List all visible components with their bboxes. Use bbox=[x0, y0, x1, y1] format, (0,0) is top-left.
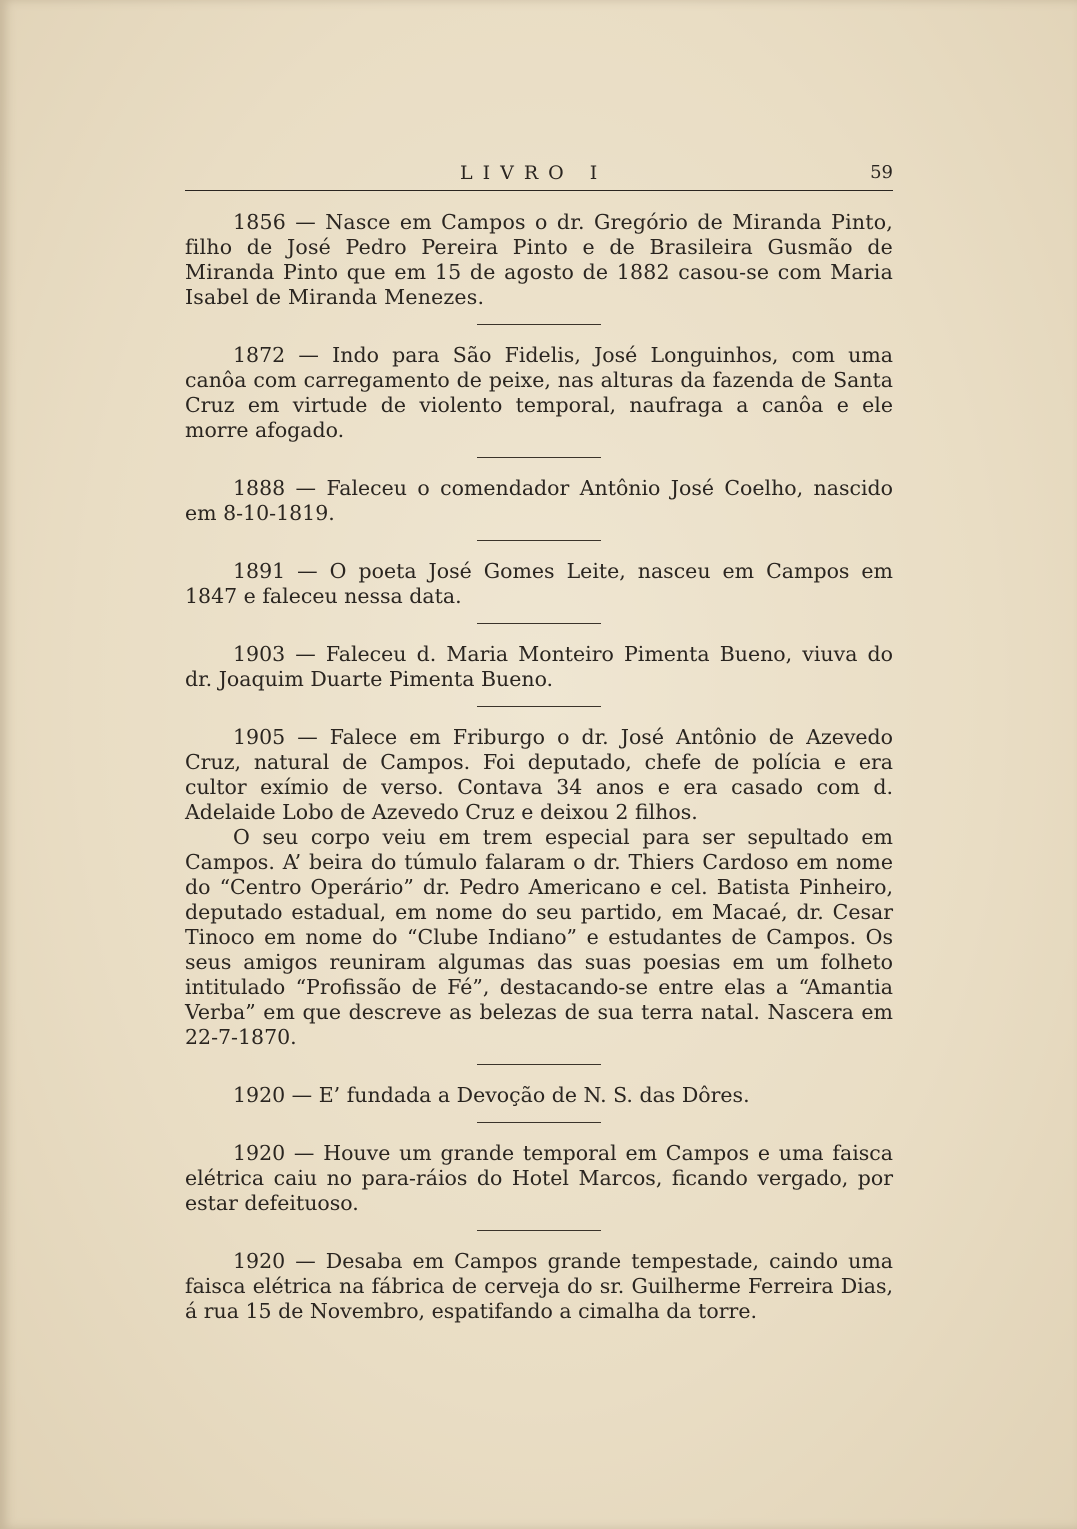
separator-rule bbox=[477, 324, 601, 325]
chronology-entry bbox=[185, 1141, 893, 1216]
entry-paragraph: 1920 — Desaba em Campos grande tempestade, caindo uma faisca elétrica na fábrica de cerveja do sr. Guilherme Ferreira Dias, á rua 15 de Novembro, espatifando a cimalha da torre. bbox=[185, 1249, 893, 1323]
separator-rule bbox=[477, 540, 601, 541]
running-title: LIVRO I bbox=[460, 162, 608, 184]
entry-paragraph: 1888 — Faleceu o comendador Antônio José Coelho, nascido em 8-10-1819. bbox=[185, 476, 893, 525]
chronology-entry bbox=[185, 1083, 893, 1108]
entry-paragraph: O seu corpo veiu em trem especial para ser sepultado em Campos. A’ beira do túmulo falaram o dr. Thiers Cardoso em nome do “Centro Operário” dr. Pedro Americano e cel. Batista Pinheiro, deputado estadual, em nome do seu partido, em Macaé, dr. Cesar Tinoco em nome do “Clube Indiano” e estudantes de Campos. Os seus amigos reuniram algumas das suas poesias em um folheto intitulado “Profissão de Fé”, destacando-se entre elas a “Amantia Verba” em que descreve as belezas de sua terra natal. Nascera em 22-7-1870. bbox=[185, 825, 893, 1049]
page-number: 59 bbox=[870, 162, 893, 183]
entry-paragraph: 1872 — Indo para São Fidelis, José Longuinhos, com uma canôa com carregamento de peixe, nas alturas da fazenda de Santa Cruz em virtude de violento temporal, naufraga a canôa e ele morre afogado. bbox=[185, 343, 893, 442]
entry-paragraph: 1856 — Nasce em Campos o dr. Gregório de Miranda Pinto, filho de José Pedro Pereira Pinto e de Brasileira Gusmão de Miranda Pinto que em 15 de agosto de 1882 casou-se com Maria Isabel de Miranda Menezes. bbox=[185, 210, 893, 309]
separator-rule bbox=[477, 706, 601, 707]
separator-rule bbox=[477, 1122, 601, 1123]
chronology-entry bbox=[185, 642, 893, 692]
separator-rule bbox=[477, 1064, 601, 1065]
chronology-entry bbox=[185, 210, 893, 310]
entry-paragraph: 1905 — Falece em Friburgo o dr. José Antônio de Azevedo Cruz, natural de Campos. Foi deputado, chefe de polícia e era cultor exímio de verso. Contava 34 anos e era casado com d. Adelaide Lobo de Azevedo Cruz e deixou 2 filhos. bbox=[185, 725, 893, 824]
chronology-entry bbox=[185, 559, 893, 609]
entry-paragraph: 1903 — Faleceu d. Maria Monteiro Pimenta Bueno, viuva do dr. Joaquim Duarte Pimenta Bueno. bbox=[185, 642, 893, 691]
chronology-text bbox=[185, 210, 893, 1324]
entry-paragraph: 1920 — Houve um grande temporal em Campos e uma faisca elétrica caiu no para-ráios do Hotel Marcos, ficando vergado, por estar defeituoso. bbox=[185, 1141, 893, 1215]
chronology-entry bbox=[185, 725, 893, 1050]
separator-rule bbox=[477, 1230, 601, 1231]
separator-rule bbox=[477, 457, 601, 458]
entry-paragraph: 1920 — E’ fundada a Devoção de N. S. das Dôres. bbox=[233, 1083, 750, 1107]
chronology-entry bbox=[185, 343, 893, 443]
entry-paragraph: 1891 — O poeta José Gomes Leite, nasceu em Campos em 1847 e faleceu nessa data. bbox=[185, 559, 893, 608]
page-header bbox=[185, 160, 893, 191]
separator-rule bbox=[477, 623, 601, 624]
chronology-entry bbox=[185, 1249, 893, 1324]
chronology-entry bbox=[185, 476, 893, 526]
